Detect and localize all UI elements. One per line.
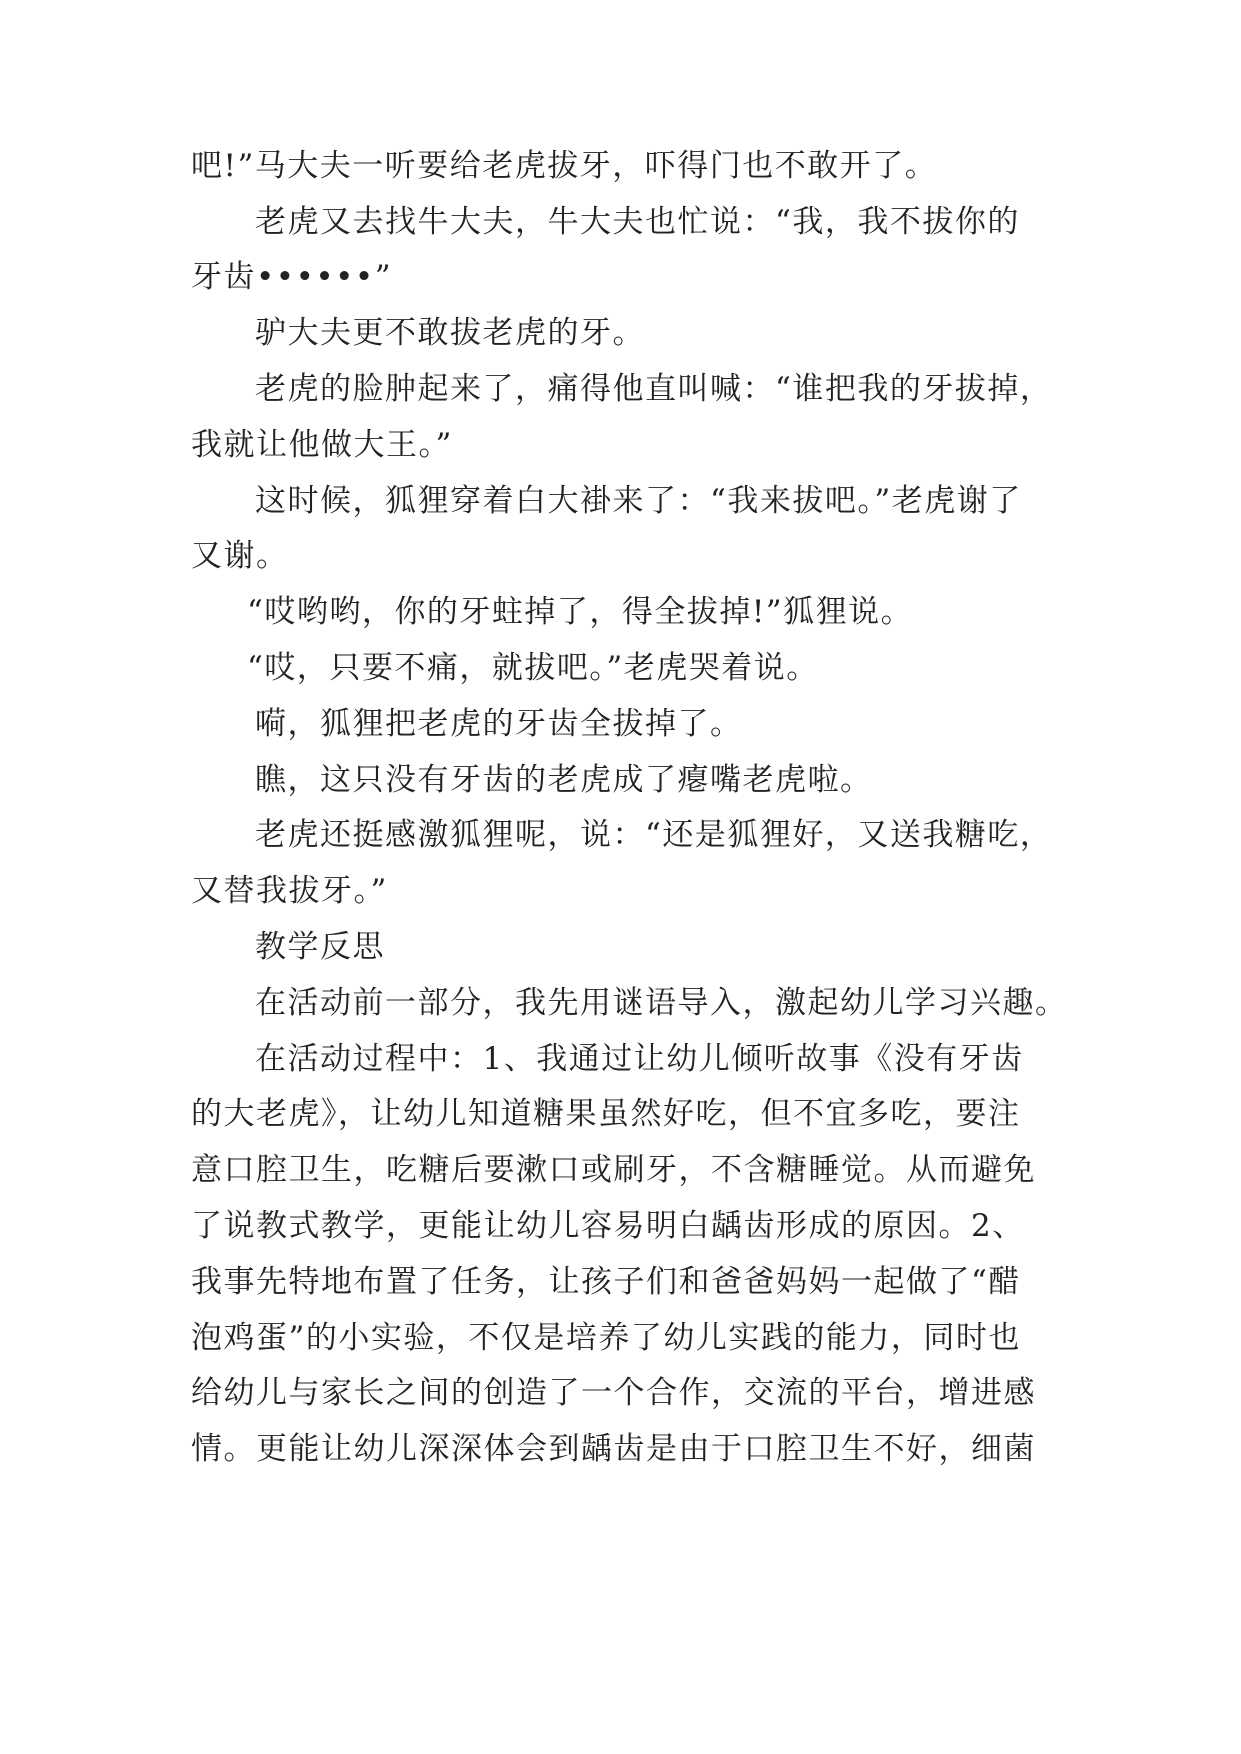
text-line: “哎，只要不痛，就拔吧。”老虎哭着说。 [247, 650, 819, 686]
text-line: 了说教式教学，更能让幼儿容易明白龋齿形成的原因。2、 [191, 1208, 1025, 1244]
text-line: 老虎还挺感激狐狸呢，说：“还是狐狸好，又送我糖吃， [255, 817, 1053, 853]
text-line: 在活动前一部分，我先用谜语导入，激起幼儿学习兴趣。 [255, 985, 1068, 1021]
text-line: 吧!”马大夫一听要给老虎拔牙，吓得门也不敢开了。 [191, 148, 938, 184]
text-line: 牙齿••••••” [191, 259, 393, 295]
text-line: 嗬，狐狸把老虎的牙齿全拔掉了。 [255, 706, 743, 742]
text-line: 意口腔卫生，吃糖后要漱口或刷牙，不含糖睡觉。从而避免 [191, 1152, 1036, 1188]
text-line: 老虎又去找牛大夫，牛大夫也忙说：“我，我不拔你的 [255, 204, 1020, 240]
text-line: 泡鸡蛋”的小实验，不仅是培养了幼儿实践的能力，同时也 [191, 1320, 1021, 1356]
text-line: 我就让他做大王。” [191, 427, 453, 463]
text-line: 驴大夫更不敢拔老虎的牙。 [255, 315, 645, 351]
text-line: 情。更能让幼儿深深体会到龋齿是由于口腔卫生不好，细菌 [191, 1431, 1036, 1467]
text-line: 我事先特地布置了任务，让孩子们和爸爸妈妈一起做了“醋 [191, 1264, 1021, 1300]
text-line: 瞧，这只没有牙齿的老虎成了瘪嘴老虎啦。 [255, 762, 873, 798]
text-line: “哎哟哟，你的牙蛀掉了，得全拔掉!”狐狸说。 [247, 594, 914, 630]
section-heading: 教学反思 [255, 929, 385, 965]
text-line: 老虎的脸肿起来了，痛得他直叫喊：“谁把我的牙拔掉， [255, 371, 1053, 407]
text-line: 的大老虎》，让幼儿知道糖果虽然好吃，但不宜多吃，要注 [191, 1096, 1021, 1132]
text-line: 在活动过程中：1、我通过让幼儿倾听故事《没有牙齿 [255, 1041, 1024, 1077]
text-line: 又替我拔牙。” [191, 873, 388, 909]
text-line: 又谢。 [191, 538, 289, 574]
text-line: 给幼儿与家长之间的创造了一个合作，交流的平台，增进感 [191, 1375, 1036, 1411]
text-line: 这时候，狐狸穿着白大褂来了：“我来拔吧。”老虎谢了 [255, 483, 1022, 519]
